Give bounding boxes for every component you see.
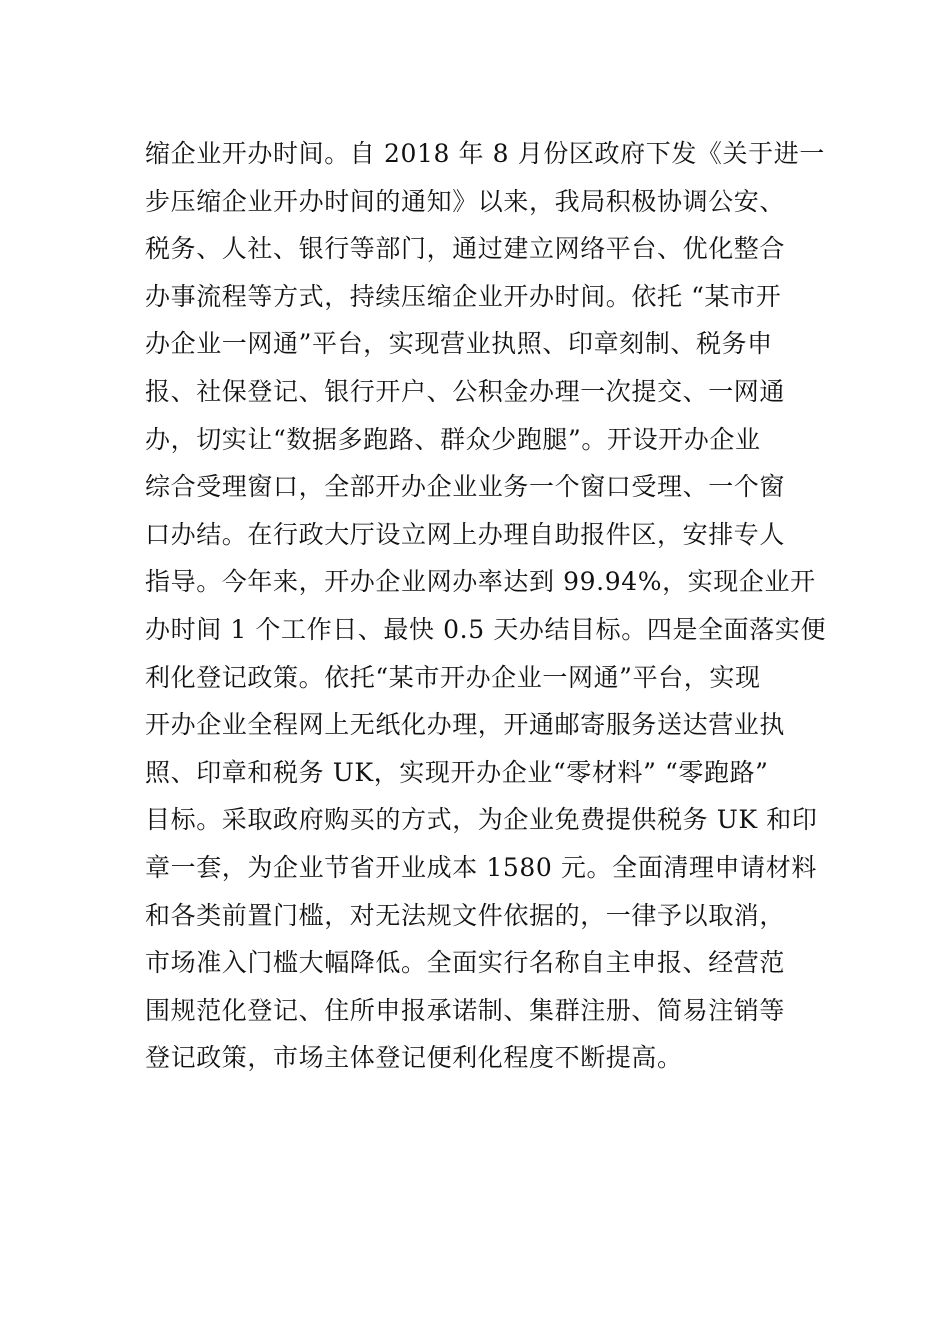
- text-line: 缩企业开办时间。自 2018 年 8 月份区政府下发《关于进一: [145, 139, 825, 168]
- text-line: 报、社保登记、银行开户、公积金办理一次提交、一网通: [145, 376, 786, 406]
- text-line: 步压缩企业开办时间的通知》以来，我局积极协调公安、: [145, 186, 786, 216]
- body-paragraph: [145, 130, 827, 1082]
- text-line: 综合受理窗口，全部开办企业业务一个窗口受理、一个窗: [145, 472, 786, 502]
- text-line: 办企业一网通”平台，实现营业执照、印章刻制、税务申: [145, 329, 773, 359]
- text-line: 办，切实让“数据多跑路、群众少跑腿”。开设开办企业: [145, 424, 761, 454]
- text-line: 市场准入门槛大幅降低。全面实行名称自主申报、经营范: [145, 948, 786, 978]
- text-line: 口办结。在行政大厅设立网上办理自助报件区，安排专人: [145, 519, 786, 549]
- text-line: 开办企业全程网上无纸化办理，开通邮寄服务送达营业执: [145, 710, 786, 740]
- text-line: 指导。今年来，开办企业网办率达到 99.94%，实现企业开: [145, 567, 816, 597]
- text-line: 办事流程等方式，持续压缩企业开办时间。依托 “某市开: [145, 281, 782, 311]
- text-line: 登记政策，市场主体登记便利化程度不断提高。: [145, 1043, 683, 1073]
- text-line: 税务、人社、银行等部门，通过建立网络平台、优化整合: [145, 234, 786, 264]
- text-line: 章一套，为企业节省开业成本 1580 元。全面清理申请材料: [145, 852, 817, 882]
- text-line: 和各类前置门槛，对无法规文件依据的，一律予以取消，: [145, 900, 786, 930]
- text-line: 围规范化登记、住所申报承诺制、集群注册、简易注销等: [145, 995, 786, 1025]
- text-line: 利化登记政策。依托“某市开办企业一网通”平台，实现: [145, 662, 761, 692]
- text-line: 照、印章和税务 UK，实现开办企业“零材料” “零跑路”: [145, 757, 769, 787]
- text-line: 目标。采取政府购买的方式，为企业免费提供税务 UK 和印: [145, 805, 818, 835]
- text-line: 办时间 1 个工作日、最快 0.5 天办结目标。四是全面落实便: [145, 614, 827, 644]
